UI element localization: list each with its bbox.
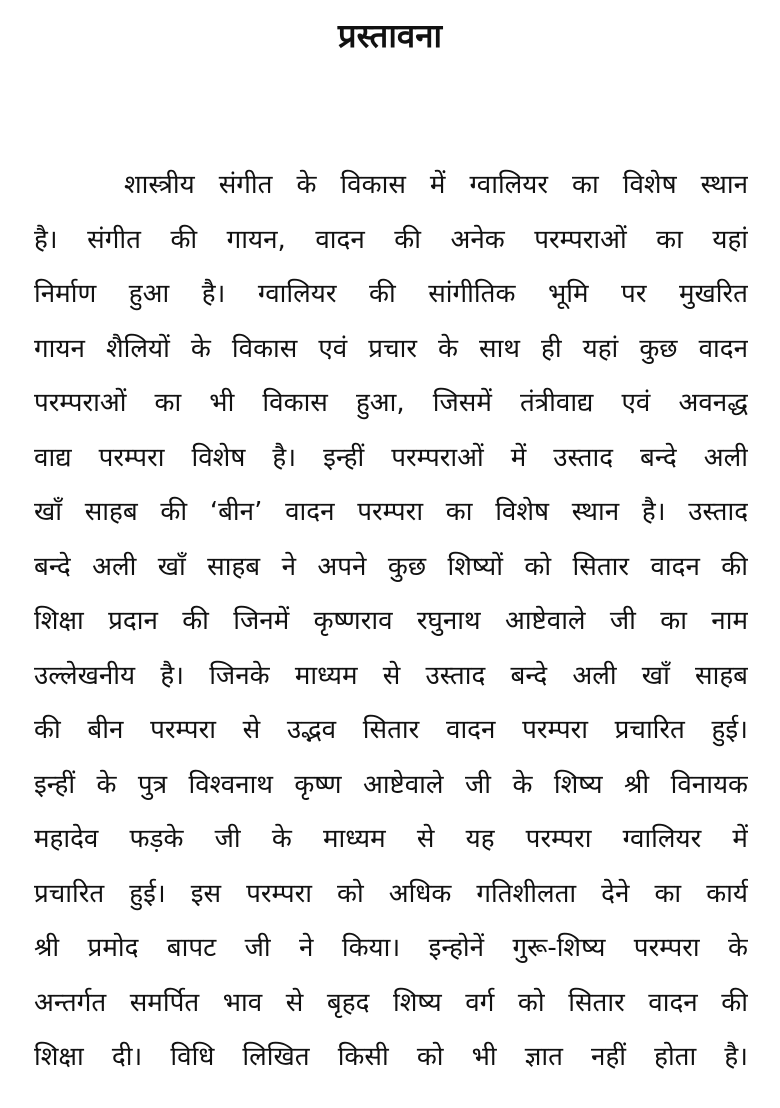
- paragraph-line: शिक्षा प्रदान की जिनमें कृष्णराव रघुनाथ आष्टेवाले जी का नाम: [34, 606, 748, 636]
- paragraph-line: खाँ साहब की ‘बीन’ वादन परम्परा का विशेष स्थान है। उस्ताद: [34, 497, 748, 527]
- paragraph-line: की बीन परम्परा से उद्भव सितार वादन परम्परा प्रचारित हुई।: [34, 715, 748, 745]
- paragraph-line: इन्हीं के पुत्र विश्वनाथ कृष्ण आष्टेवाले जी के शिष्य श्री विनायक: [34, 769, 748, 800]
- page-title: प्रस्तावना: [337, 16, 443, 55]
- paragraph-line: परम्पराओं का भी विकास हुआ, जिसमें तंत्रीवाद्य एवं अवनद्ध: [34, 388, 748, 418]
- paragraph-line: उल्लेखनीय है। जिनके माध्यम से उस्ताद बन्दे अली खाँ साहब: [34, 660, 748, 691]
- body-paragraph: [34, 158, 748, 1085]
- paragraph-line: महादेव फड़के जी के माध्यम से यह परम्परा ग्वालियर में: [34, 824, 748, 854]
- paragraph-line: अन्तर्गत समर्पित भाव से बृहद शिष्य वर्ग को सितार वादन की: [34, 987, 748, 1018]
- paragraph-line: बन्दे अली खाँ साहब ने अपने कुछ शिष्यों को सितार वादन की: [34, 551, 748, 582]
- paragraph-line: वाद्य परम्परा विशेष है। इन्हीं परम्पराओं में उस्ताद बन्दे अली: [34, 442, 748, 473]
- paragraph-line: श्री प्रमोद बापट जी ने किया। इन्होनें गुरू-शिष्य परम्परा के: [34, 933, 748, 963]
- paragraph-line: शास्त्रीय संगीत के विकास में ग्वालियर का विशेष स्थान: [124, 170, 748, 200]
- paragraph-line: प्रचारित हुई। इस परम्परा को अधिक गतिशीलता देने का कार्य: [34, 878, 748, 909]
- paragraph-line: निर्माण हुआ है। ग्वालियर की सांगीतिक भूमि पर मुखरित: [34, 279, 748, 309]
- paragraph-line: है। संगीत की गायन, वादन की अनेक परम्पराओं का यहां: [34, 224, 748, 255]
- paragraph-line: गायन शैलियों के विकास एवं प्रचार के साथ ही यहां कुछ वादन: [34, 333, 748, 364]
- paragraph-line: शिक्षा दी। विधि लिखित किसी को भी ज्ञात नहीं होता है।: [34, 1042, 748, 1072]
